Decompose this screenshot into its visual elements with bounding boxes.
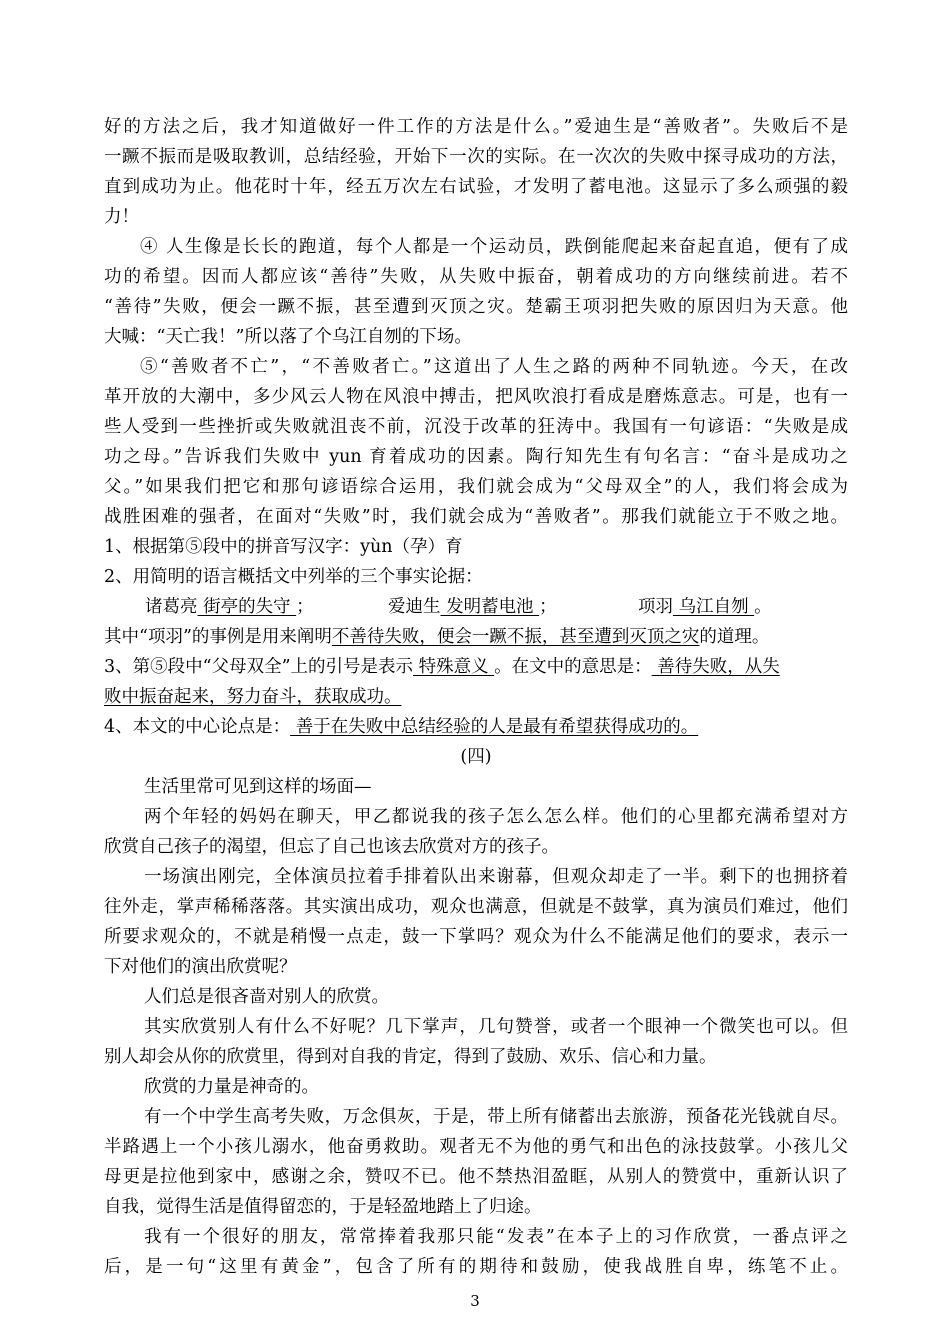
answer-b-blank: 发明蓄电池 (440, 597, 540, 617)
question-3-cont (104, 684, 848, 710)
text-line: 欣赏自己孩子的渴望，但忘了自己也该去欣赏对方的孩子。 (104, 837, 559, 857)
text-line: ④ 人生像是长长的跑道，每个人都是一个运动员，跌倒能爬起来奋起直追，便有了成 (140, 237, 848, 257)
text-line: 其实欣赏别人有什么不好呢？几下掌声，几句赞誉，或者一个眼神一个微笑也可以。但 (144, 1017, 848, 1037)
page-number: 3 (470, 1292, 480, 1310)
text-line: 力！ (104, 207, 139, 227)
q3-answer-1: 特殊意义 (413, 657, 495, 677)
text-line: 自我，觉得生活是值得留恋的，于是轻盈地踏上了归途。 (104, 1197, 542, 1217)
text-line: 一场演出刚完，全体演员拉着手排着队出来谢幕，但观众却走了一半。剩下的也拥挤着 (144, 867, 848, 887)
text-line: 所要求观众的，不就是稍慢一点走，鼓一下掌吗？观众为什么不能满足他们的要求，表示一 (104, 927, 848, 947)
text-line: 父。”如果我们把它和那句谚语综合运用，我们就会成为“父母双全”的人，我们将会成为 (104, 477, 848, 497)
text-line: 后，是一句“这里有黄金”，包含了所有的期待和鼓励，使我战胜自卑，练笔不止。 (104, 1257, 848, 1277)
q2-extra-pre: 其中“项羽”的事例是用来阐明 (104, 627, 332, 647)
q4-pre: 4、本文的中心论点是： (104, 717, 291, 737)
answer-a-blank: 街亭的失守 (197, 597, 297, 617)
answer-b-label: 爱迪生 (388, 597, 441, 617)
answer-c-label: 项羽 (638, 597, 673, 617)
q3-answer-3: 败中振奋起来，努力奋斗，获取成功。 (104, 687, 402, 707)
text-line: ⑤“善败者不亡”，“不善败者亡。”这道出了人生之路的两种不同轨迹。今天，在改 (140, 357, 848, 377)
question-2-extra (104, 624, 848, 650)
text-line: 下对他们的演出欣赏呢？ (104, 957, 297, 977)
section-title: (四) (460, 747, 492, 767)
text-line: 我有一个很好的朋友，常常捧着我那只能“发表”在本子上的习作欣赏，一番点评之 (144, 1227, 848, 1247)
question-4 (104, 714, 848, 740)
answer-b-end: ； (539, 597, 557, 617)
text-line: 欣赏的力量是神奇的。 (144, 1077, 319, 1097)
text-line: 革开放的大潮中，多少风云人物在风浪中搏击，把风吹浪打看成是磨炼意志。可是，也有一 (104, 387, 848, 407)
question-1: 1、根据第⑤段中的拼音写汉字：yùn（孕）育 (104, 537, 463, 557)
text-line: 些人受到一些挫折或失败就沮丧不前，沉没于改革的狂涛中。我国有一句谚语：“失败是成 (104, 417, 848, 437)
text-line: 别人却会从你的欣赏里，得到对自我的肯定，得到了鼓励、欢乐、信心和力量。 (104, 1047, 717, 1067)
answer-b (388, 594, 557, 620)
question-3 (104, 654, 848, 680)
text-line: 好的方法之后，我才知道做好一件工作的方法是什么。”爱迪生是“善败者”。失败后不是 (104, 117, 848, 137)
text-line: “善待”失败，便会一蹶不振，甚至遭到灭顶之灾。楚霸王项羽把失败的原因归为天意。他 (104, 297, 848, 317)
answer-c-end: 。 (754, 597, 772, 617)
text-line: 半路遇上一个小孩儿溺水，他奋勇救助。观者无不为他的勇气和出色的泳技鼓掌。小孩儿父 (104, 1137, 848, 1157)
answer-c (638, 594, 772, 620)
answer-a (145, 594, 314, 620)
text-line: 战胜困难的强者，在面对“失败”时，我们就会成为“善败者”。那我们就能立于不败之地。 (104, 507, 848, 527)
q2-extra-post: 的道理。 (699, 627, 770, 647)
q3-mid: 。在文中的意思是： (494, 657, 652, 677)
text-line: 直到成功为止。他花时十年，经五万次左右试验，才发明了蓄电池。这显示了多么顽强的毅 (104, 177, 848, 197)
text-line: 一蹶不振而是吸取教训，总结经验，开始下一次的实际。在一次次的失败中探寻成功的方法， (104, 147, 848, 167)
text-line: 母更是拉他到家中，感谢之余，赞叹不已。他不禁热泪盈眶，从别人的赞赏中，重新认识了 (104, 1167, 848, 1187)
question-2-answers (0, 594, 950, 620)
text-line: 大喊：“天亡我！”所以落了个乌江自刎的下场。 (104, 327, 472, 347)
answer-c-blank: 乌江自刎 (673, 597, 755, 617)
text-line: 功的希望。因而人都应该“善待”失败，从失败中振奋，朝着成功的方向继续前进。若不 (104, 267, 848, 287)
text-line: 生活里常可见到这样的场面— (144, 777, 372, 797)
answer-a-end: ； (296, 597, 314, 617)
q3-pre: 3、第⑤段中“父母双全”上的引号是表示 (104, 657, 414, 677)
q3-answer-2: 善待失败，从失 (651, 657, 780, 677)
text-line: 人们总是很吝啬对别人的欣赏。 (144, 987, 389, 1007)
text-line: 两个年轻的妈妈在聊天，甲乙都说我的孩子怎么怎么样。他们的心里都充满希望对方 (144, 807, 848, 827)
text-line: 功之母。”告诉我们失败中 yun 育着成功的因素。陶行知先生有句名言：“奋斗是成功之 (104, 447, 848, 467)
q2-extra-answer: 不善待失败，便会一蹶不振，甚至遭到灭顶之灾 (331, 627, 700, 647)
text-line: 往外走，掌声稀稀落落。其实演出成功，观众也满意，但就是不鼓掌，真为演员们难过，他们 (104, 897, 848, 917)
answer-a-label: 诸葛亮 (145, 597, 198, 617)
q4-answer: 善于在失败中总结经验的人是最有希望获得成功的。 (290, 717, 699, 737)
text-line: 有一个中学生高考失败，万念俱灰，于是，带上所有储蓄出去旅游，预备花光钱就自尽。 (144, 1107, 848, 1127)
question-2: 2、用简明的语言概括文中列举的三个事实论据： (104, 567, 483, 587)
